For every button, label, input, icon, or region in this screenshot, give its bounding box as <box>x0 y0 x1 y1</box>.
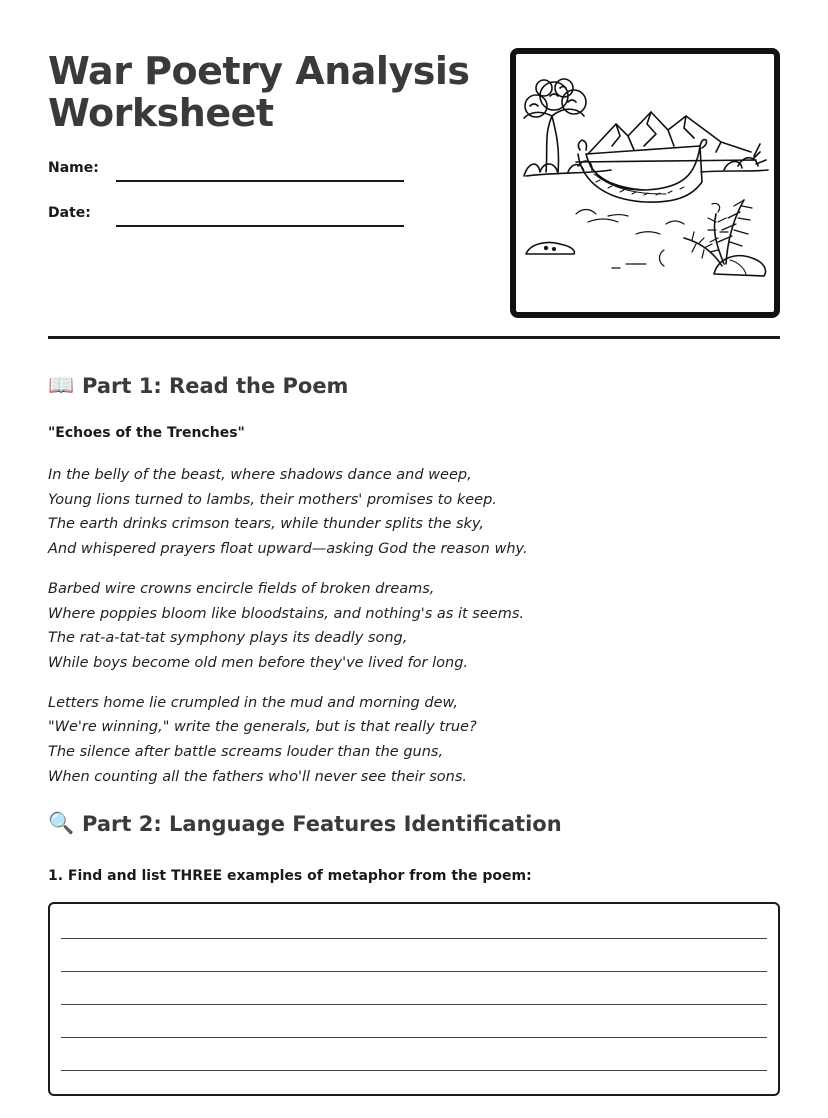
poem-line: Barbed wire crowns encircle fields of broken dreams, <box>48 580 435 597</box>
date-label: Date: <box>48 205 91 221</box>
part1-heading <box>48 373 348 398</box>
poem <box>48 463 748 804</box>
part2-heading-text: Part 2: Language Features Identification <box>82 811 562 836</box>
answer-line[interactable] <box>61 1004 767 1005</box>
poem-line: Young lions turned to lambs, their mothers' promises to keep. <box>48 491 497 508</box>
answer-line[interactable] <box>61 1037 767 1038</box>
part1-heading-text: Part 1: Read the Poem <box>82 373 349 398</box>
poem-line: The rat-a-tat-tat symphony plays its deadly song, <box>48 630 408 647</box>
poem-line: Where poppies bloom like bloodstains, and nothing's as it seems. <box>48 605 524 622</box>
open-book-icon: 📖 <box>48 373 75 397</box>
stanza <box>48 463 748 562</box>
poem-title: "Echoes of the Trenches" <box>48 425 245 441</box>
poem-line: When counting all the fathers who'll never see their sons. <box>48 768 467 785</box>
answer-line[interactable] <box>61 1070 767 1071</box>
header-divider <box>48 336 780 339</box>
answer-line[interactable] <box>61 938 767 939</box>
part2-heading <box>48 811 562 836</box>
name-field[interactable] <box>116 180 404 182</box>
answer-line[interactable] <box>61 971 767 972</box>
poem-line: The silence after battle screams louder than the guns, <box>48 744 444 761</box>
poem-line: While boys become old men before they've lived for long. <box>48 654 469 671</box>
landscape-with-canoe-illustration <box>510 48 780 318</box>
date-field[interactable] <box>116 225 404 227</box>
poem-line: The earth drinks crimson tears, while thunder splits the sky, <box>48 516 484 533</box>
stanza <box>48 691 748 790</box>
answer-box-metaphor[interactable] <box>48 902 780 1096</box>
poem-line: Letters home lie crumpled in the mud and morning dew, <box>48 694 459 711</box>
worksheet-title: War Poetry Analysis Worksheet <box>48 49 470 135</box>
poem-line: "We're winning," write the generals, but is that really true? <box>48 719 477 736</box>
question-metaphor: 1. Find and list THREE examples of metaphor from the poem: <box>48 868 532 884</box>
name-label: Name: <box>48 160 99 176</box>
stanza <box>48 577 748 676</box>
magnifying-glass-icon: 🔍 <box>48 811 75 835</box>
poem-line: In the belly of the beast, where shadows dance and weep, <box>48 467 472 483</box>
poem-line: And whispered prayers float upward—asking God the reason why. <box>48 541 528 558</box>
